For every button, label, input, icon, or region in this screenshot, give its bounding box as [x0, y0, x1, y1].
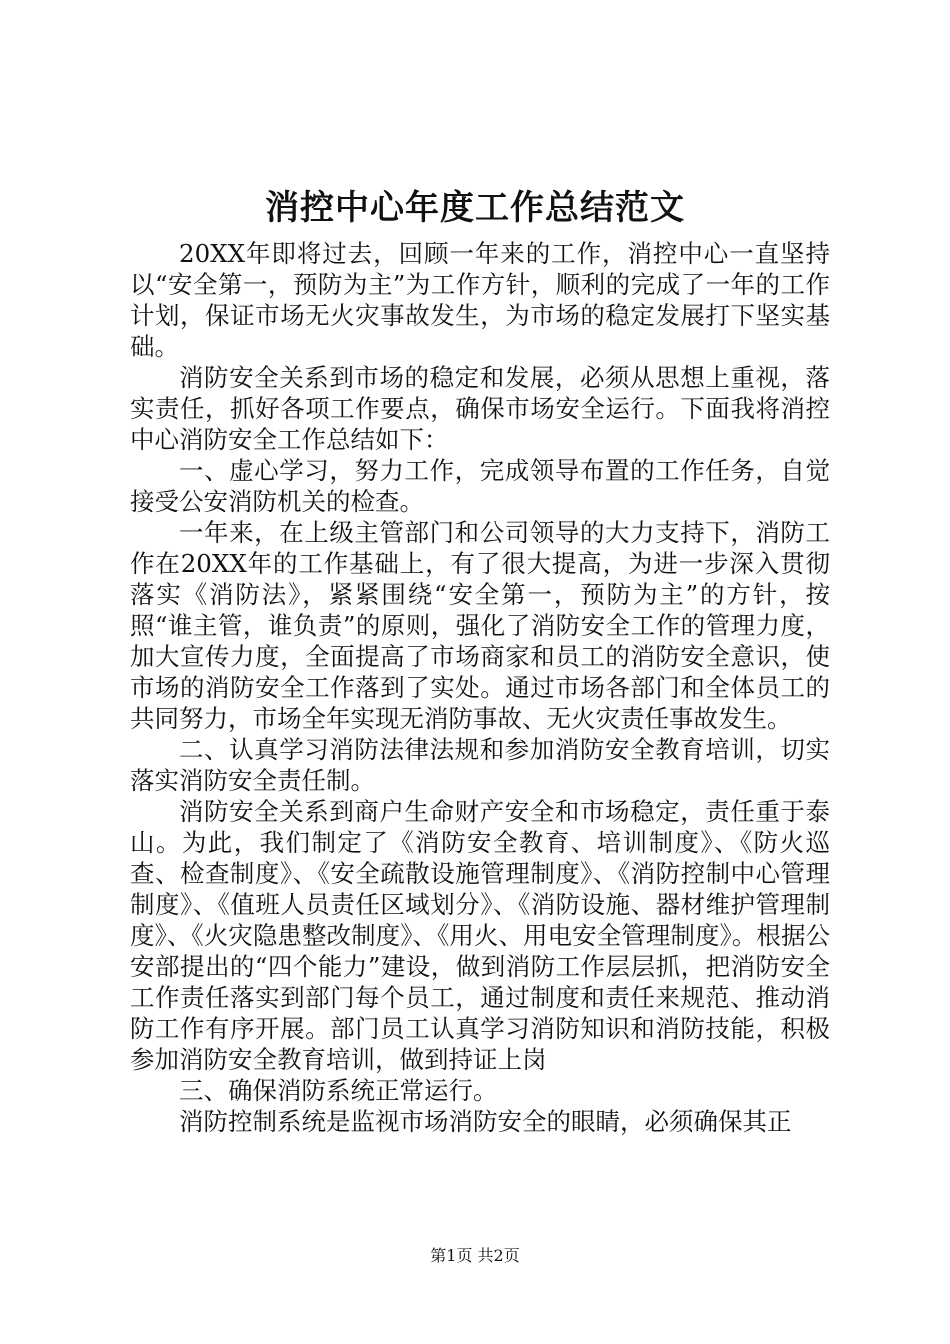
paragraph-section-1: 一年来，在上级主管部门和公司领导的大力支持下，消防工作在20XX年的工作基础上，有了很大提高，为进一步深入贯彻落实《消防法》，紧紧围绕“安全第一，预防为主”的方针，按照“谁主管，谁负责”的原则，强化了消防安全工作的管理力度，加大宣传力度，全面提高了市场商家和员工的消防安全意识，使市场的消防安全工作落到了实处。通过市场各部门和全体员工的共同努力，市场全年实现无消防事故、无火灾责任事故发生。 — [130, 518, 830, 733]
document-title: 消控中心年度工作总结范文 — [265, 188, 685, 228]
paragraph-overview: 消防安全关系到市场的稳定和发展，必须从思想上重视，落实责任，抓好各项工作要点，确保市场安全运行。下面我将消控中心消防安全工作总结如下： — [130, 363, 830, 454]
page-footer: 第1页 共2页 — [430, 1246, 520, 1265]
paragraph-section-2: 消防安全关系到商户生命财产安全和市场稳定，责任重于泰山。为此，我们制定了《消防安全教育、培训制度》、《防火巡查、检查制度》、《安全疏散设施管理制度》、《消防控制中心管理制度》、《值班人员责任区域划分》、《消防设施、器材维护管理制度》、《火灾隐患整改制度》、《用火、用电安全管理制度》。根据公安部提出的“四个能力”建设，做到消防工作层层抓，把消防安全工作责任落实到部门每个员工，通过制度和责任来规范、推动消防工作有序开展。部门员工认真学习消防知识和消防技能，积极参加消防安全教育培训，做到持证上岗 — [130, 797, 830, 1074]
section-heading-2: 二、认真学习消防法律法规和参加消防安全教育培训，切实落实消防安全责任制。 — [130, 735, 830, 795]
paragraph-section-3: 消防控制系统是监视市场消防安全的眼睛，必须确保其正 — [179, 1107, 792, 1136]
section-heading-1: 一、虚心学习，努力工作，完成领导布置的工作任务，自觉接受公安消防机关的检查。 — [130, 456, 830, 516]
section-heading-3: 三、确保消防系统正常运行。 — [179, 1076, 498, 1105]
document-body — [130, 238, 830, 1137]
paragraph-intro: 20XX年即将过去，回顾一年来的工作，消控中心一直坚持以“安全第一，预防为主”为工作方针，顺利的完成了一年的工作计划，保证市场无火灾事故发生，为市场的稳定发展打下坚实基础。 — [130, 239, 830, 361]
